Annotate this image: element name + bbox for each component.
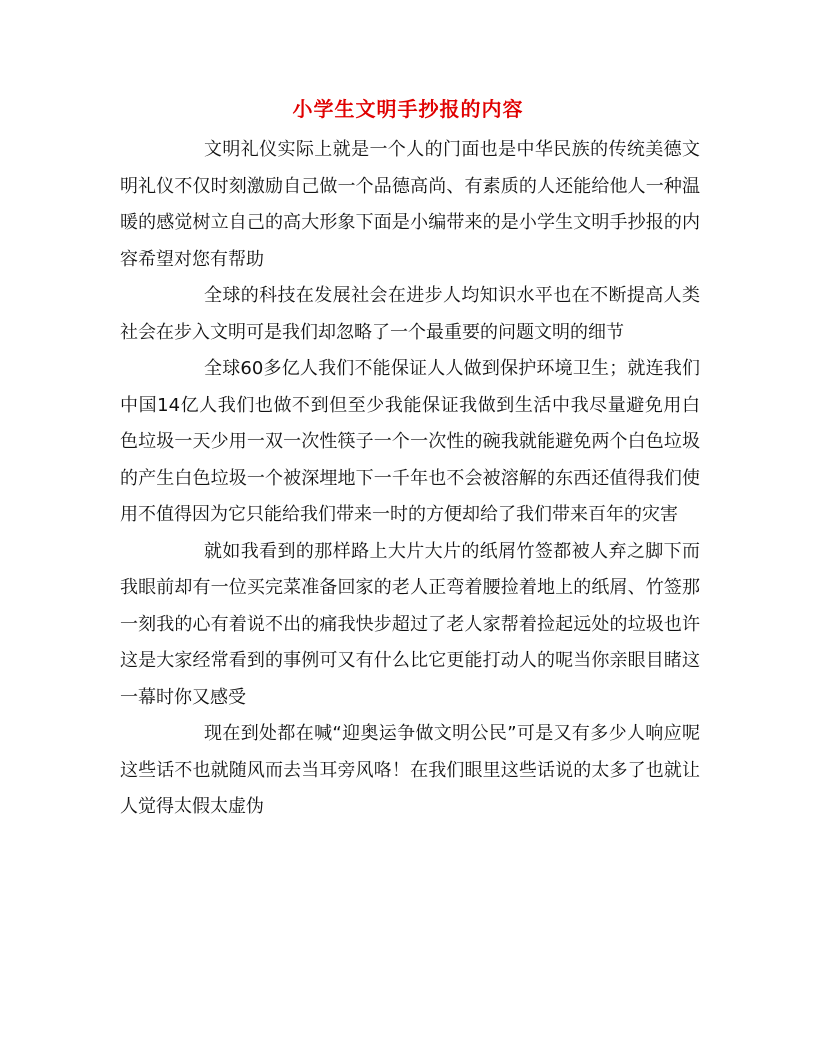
paragraph-2: 全球的科技在发展社会在进步人均知识水平也在不断提高人类社会在步入文明可是我们却忽略了一个最重要的问题文明的细节	[120, 285, 700, 343]
paragraph-4: 就如我看到的那样路上大片大片的纸屑竹签都被人弃之脚下而我眼前却有一位买完菜准备回家的老人正弯着腰捡着地上的纸屑、竹签那一刻我的心有着说不出的痛我快步超过了老人家帮着捡起远处的垃圾也许这是大家经常看到的事例可又有什么比它更能打动人的呢当你亲眼目睹这一幕时你又感受	[120, 540, 700, 708]
document-body	[120, 132, 700, 826]
paragraph-1: 文明礼仪实际上就是一个人的门面也是中华民族的传统美德文明礼仪不仅时刻激励自己做一个品德高尚、有素质的人还能给他人一种温暖的感觉树立自己的高大形象下面是小编带来的是小学生文明手抄报的内容希望对您有帮助	[120, 139, 700, 270]
document-title: 小学生文明手抄报的内容	[292, 97, 524, 121]
paragraph-3: 全球60多亿人我们不能保证人人做到保护环境卫生；就连我们中国14亿人我们也做不到但至少我能保证我做到生活中我尽量避免用白色垃圾一天少用一双一次性筷子一个一次性的碗我就能避免两个白色垃圾的产生白色垃圾一个被深埋地下一千年也不会被溶解的东西还值得我们使用不值得因为它只能给我们带来一时的方便却给了我们带来百年的灾害	[120, 358, 700, 525]
paragraph-5: 现在到处都在喊“迎奥运争做文明公民”可是又有多少人响应呢这些话不也就随风而去当耳旁风咯！在我们眼里这些话说的太多了也就让人觉得太假太虚伪	[120, 723, 700, 817]
